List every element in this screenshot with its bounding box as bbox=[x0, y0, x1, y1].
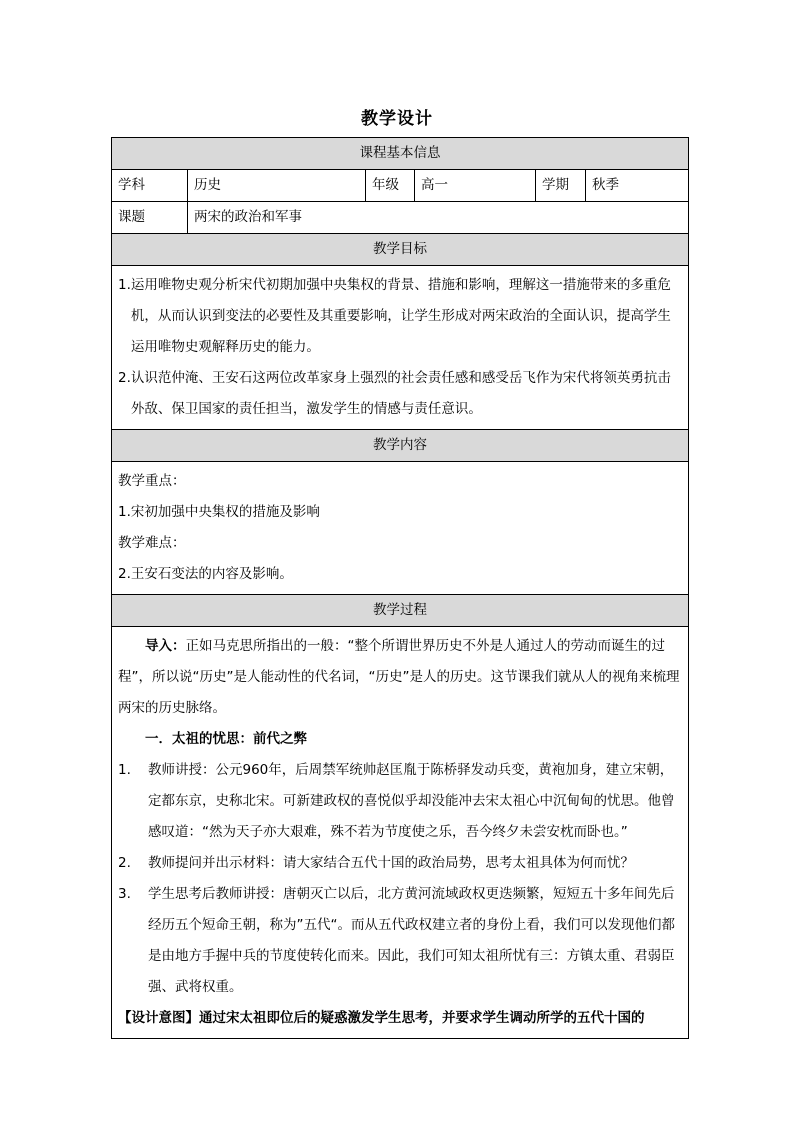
term-label: 学期 bbox=[536, 170, 586, 202]
document-title: 教学设计 bbox=[361, 109, 433, 129]
design-intent bbox=[118, 1003, 680, 1034]
difficult-points-label: 教学难点： bbox=[118, 535, 186, 551]
basic-info-header: 课程基本信息 bbox=[112, 138, 689, 170]
intro-text: 正如马克思所指出的一般：“整个所谓世界历史不外是人通过人的劳动而诞生的过程”，所以说“历史”是人能动性的代名词，“历史”是人的历史。这节课我们就从人的视角来梳理两宋的历史脉络。 bbox=[118, 638, 680, 716]
objective-item: 1. 运用唯物史观分析宋代初期加强中央集权的背景、措施和影响，理解这一措施带来的多重危机，从而认识到变法的必要性及其重要影响，让学生形成对两宋政治的全面认识，提高学生运用唯物史观解释历史的能力。 bbox=[118, 277, 671, 355]
key-point-item: 1.宋初加强中央集权的措施及影响 bbox=[118, 504, 320, 520]
key-points-label: 教学重点： bbox=[118, 473, 186, 489]
difficult-point-item: 2.王安石变法的内容及影响。 bbox=[118, 566, 293, 582]
lesson-plan-table bbox=[111, 137, 689, 1039]
process-header: 教学过程 bbox=[112, 595, 689, 627]
design-intent-text: 通过宋太祖即位后的疑惑激发学生思考，并要求学生调动所学的五代十国的 bbox=[199, 1010, 645, 1026]
objectives-body bbox=[112, 266, 689, 430]
topic-value: 两宋的政治和军事 bbox=[188, 202, 689, 234]
subject-label: 学科 bbox=[112, 170, 188, 202]
intro-label: 导入： bbox=[145, 638, 186, 654]
process-step: 2. 教师提问并出示材料：请大家结合五代十国的政治局势，思考太祖具体为何而忧？ bbox=[118, 855, 634, 871]
process-step: 3. 学生思考后教师讲授：唐朝灭亡以后，北方黄河流域政权更迭频繁，短短五十多年间先后经历五个短命王朝，称为”五代“。而从五代政权建立者的身份上看，我们可以发现他们都是由地方手握中兵的节度使转化而来。因此，我们可知太祖所忧有三：方镇太重、君弱臣强、武将权重。 bbox=[118, 886, 675, 995]
topic-label: 课题 bbox=[112, 202, 188, 234]
process-body bbox=[112, 627, 689, 1039]
grade-label: 年级 bbox=[366, 170, 415, 202]
objectives-header: 教学目标 bbox=[112, 234, 689, 266]
grade-value: 高一 bbox=[415, 170, 536, 202]
term-value: 秋季 bbox=[586, 170, 689, 202]
design-intent-label: 【设计意图】 bbox=[118, 1010, 199, 1026]
content-body bbox=[112, 462, 689, 595]
objective-item: 2. 认识范仲淹、王安石这两位改革家身上强烈的社会责任感和感受岳飞作为宋代将领英勇抗击外敌、保卫国家的责任担当，激发学生的情感与责任意识。 bbox=[118, 370, 671, 417]
intro-paragraph bbox=[118, 631, 680, 724]
process-step: 1. 教师讲授：公元960年，后周禁军统帅赵匡胤于陈桥驿发动兵变，黄袍加身，建立宋朝，定都东京，史称北宋。可新建政权的喜悦似乎却没能冲去宋太祖心中沉甸甸的忧思。他曾感叹道：“然为天子亦大艰难，殊不若为节度使之乐，吾今终夕未尝安枕而卧也。” bbox=[118, 762, 675, 840]
subject-value: 历史 bbox=[188, 170, 366, 202]
content-header: 教学内容 bbox=[112, 430, 689, 462]
section-title: 一．太祖的忧思：前代之弊 bbox=[145, 731, 307, 747]
